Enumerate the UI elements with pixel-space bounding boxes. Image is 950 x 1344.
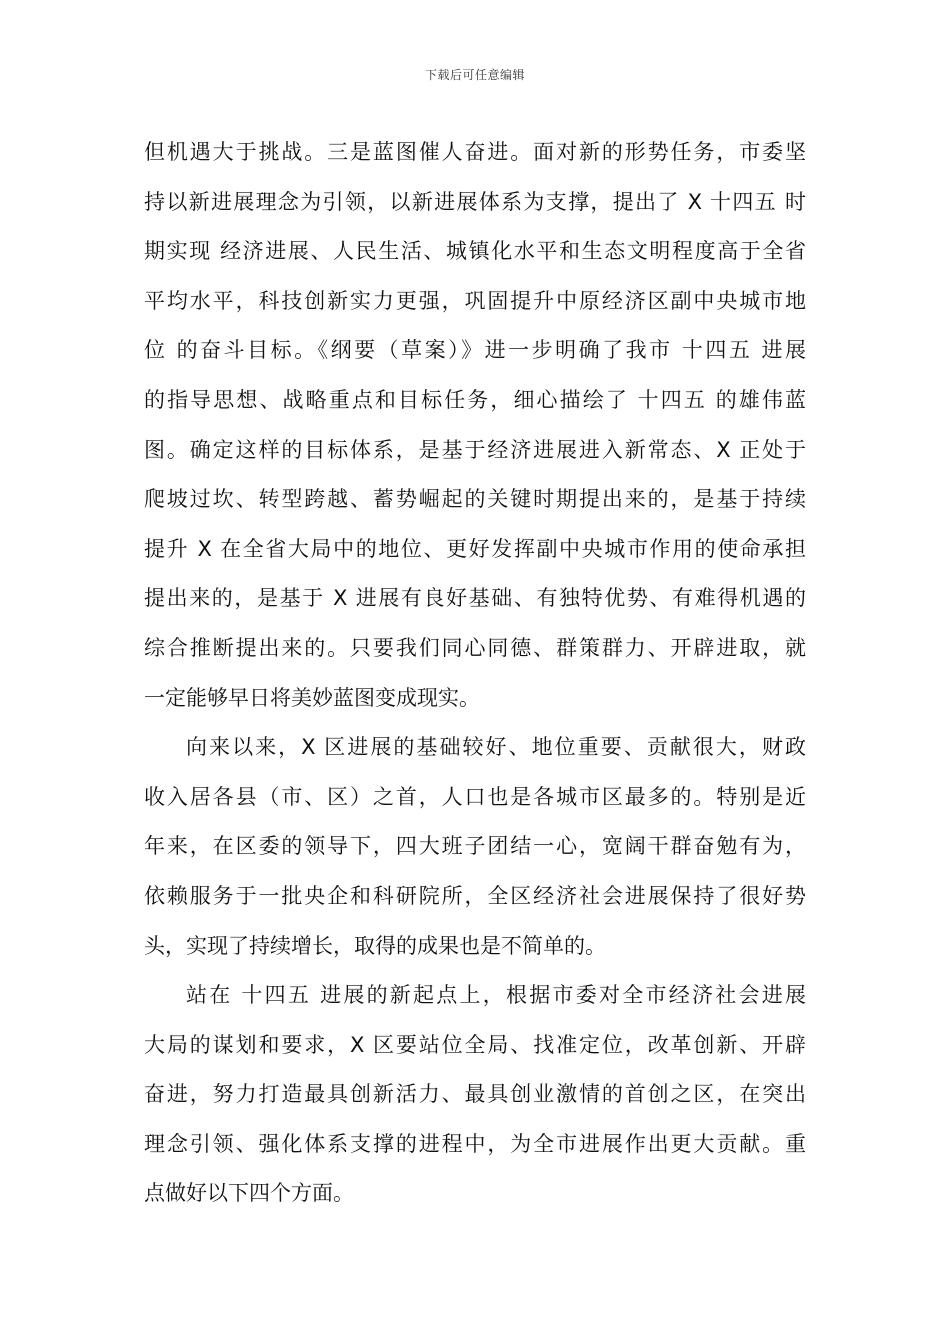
text-line: 点做好以下四个方面。	[144, 1181, 354, 1206]
text-line: 爬坡过坎、转型跨越、蓄势崛起的关键时期提出来的，是基于持续	[144, 487, 806, 512]
text-line: 持以新进展理念为引领，以新进展体系为支撑，提出了 X 十四五 时	[144, 189, 806, 214]
text-line: 期实现 经济进展、人民生活、城镇化水平和生态文明程度高于全省	[144, 239, 806, 264]
text-line: 综合推断提出来的。只要我们同心同德、群策群力、开辟进取，就	[144, 635, 806, 660]
text-line: 依赖服务于一批央企和科研院所，全区经济社会进展保持了很好势	[144, 883, 806, 908]
paragraph-2	[144, 723, 806, 971]
text-line: 年来，在区委的领导下，四大班子团结一心，宽阔干群奋勉有为，	[144, 834, 806, 859]
text-line: 的指导思想、战略重点和目标任务，细心描绘了 十四五 的雄伟蓝	[144, 387, 806, 412]
text-line: 大局的谋划和要求，X 区要站位全局、找准定位，改革创新、开辟	[144, 1032, 806, 1057]
text-line: 向来以来，X 区进展的基础较好、地位重要、贡献很大，财政	[186, 735, 806, 760]
text-line: 但机遇大于挑战。三是蓝图催人奋进。面对新的形势任务，市委坚	[144, 140, 806, 164]
text-line: 奋进，努力打造最具创新活力、最具创业激情的首创之区，在突出	[144, 1082, 806, 1107]
page-header-note: 下载后可任意编辑	[424, 68, 525, 82]
text-line: 头，实现了持续增长，取得的成果也是不简单的。	[144, 933, 606, 958]
paragraph-1	[144, 128, 806, 723]
text-line: 一定能够早日将美妙蓝图变成现实。	[144, 685, 480, 710]
document-body	[144, 128, 806, 1219]
text-line: 收入居各县（市、区）之首，人口也是各城市区最多的。特别是近	[144, 784, 806, 809]
text-line: 站在 十四五 进展的新起点上，根据市委对全市经济社会进展	[186, 983, 806, 1008]
text-line: 提出来的，是基于 X 进展有良好基础、有独特优势、有难得机遇的	[144, 586, 806, 611]
text-line: 提升 X 在全省大局中的地位、更好发挥副中央城市作用的使命承担	[144, 536, 806, 561]
text-line: 位 的奋斗目标。《纲要（草案）》进一步明确了我市 十四五 进展	[144, 338, 806, 363]
text-line: 理念引领、强化体系支撑的进程中，为全市进展作出更大贡献。重	[144, 1131, 806, 1156]
text-line: 平均水平，科技创新实力更强，巩固提升中原经济区副中央城市地	[144, 288, 806, 313]
text-line: 图。确定这样的目标体系，是基于经济进展进入新常态、X 正处于	[144, 437, 806, 462]
paragraph-3	[144, 971, 806, 1219]
